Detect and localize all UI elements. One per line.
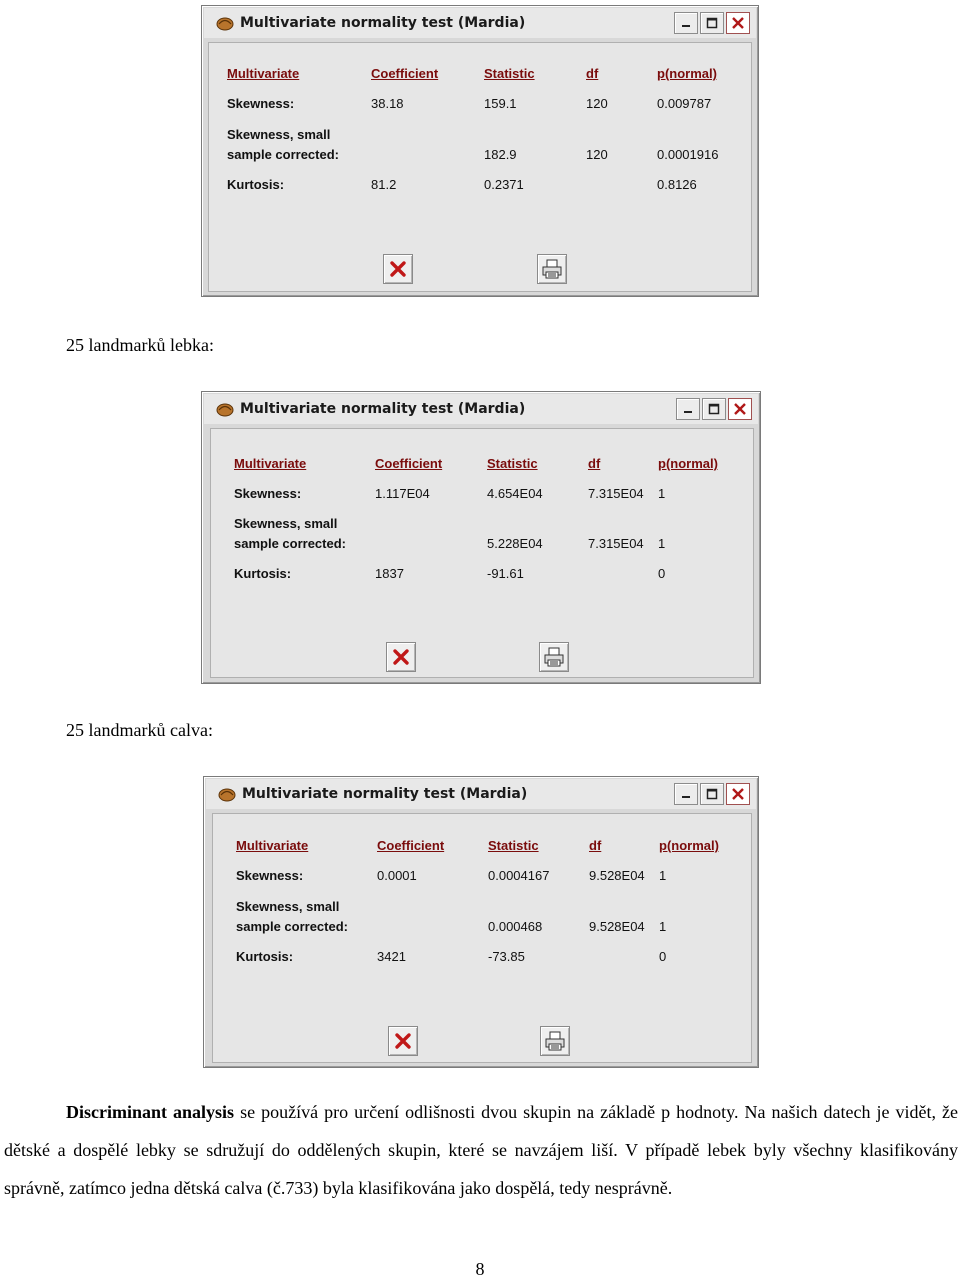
kurtosis-statistic: -73.85 xyxy=(488,949,525,964)
cancel-button[interactable] xyxy=(383,254,413,284)
close-icon xyxy=(731,787,745,801)
app-icon xyxy=(218,786,236,802)
header-p-normal[interactable]: p(normal) xyxy=(658,456,718,471)
close-button[interactable] xyxy=(726,783,750,805)
maximize-icon xyxy=(706,17,718,29)
caption-calva: 25 landmarků calva: xyxy=(66,720,213,740)
skewness-label: Skewness: xyxy=(236,868,304,883)
title-bar[interactable] xyxy=(204,8,756,38)
cancel-x-icon xyxy=(391,647,411,667)
minimize-button[interactable] xyxy=(674,783,698,805)
close-button[interactable] xyxy=(728,398,752,420)
small-sample-label-2: sample corrected: xyxy=(227,147,339,162)
small-sample-p: 0.0001916 xyxy=(657,147,719,162)
results-panel xyxy=(208,42,752,292)
close-button[interactable] xyxy=(726,12,750,34)
cancel-button[interactable] xyxy=(386,642,416,672)
minimize-icon xyxy=(682,403,694,415)
small-sample-label-1: Skewness, small xyxy=(234,516,338,531)
caption-lebka: 25 landmarků lebka: xyxy=(66,335,214,355)
maximize-button[interactable] xyxy=(702,398,726,420)
small-sample-label-1: Skewness, small xyxy=(227,127,331,142)
small-sample-df: 120 xyxy=(586,147,608,162)
close-icon xyxy=(733,402,747,416)
skewness-coefficient: 0.0001 xyxy=(377,868,417,883)
header-multivariate[interactable]: Multivariate xyxy=(227,66,300,81)
header-df[interactable]: df xyxy=(589,838,602,853)
mardia-window-2 xyxy=(201,391,761,684)
header-p-normal[interactable]: p(normal) xyxy=(657,66,717,81)
window-title: Multivariate normality test (Mardia) xyxy=(240,401,526,417)
skewness-coefficient: 1.117E04 xyxy=(375,486,430,501)
skewness-p: 0.009787 xyxy=(657,96,712,111)
header-statistic[interactable]: Statistic xyxy=(487,456,538,471)
header-multivariate[interactable]: Multivariate xyxy=(236,838,309,853)
header-coefficient[interactable]: Coefficient xyxy=(375,456,443,471)
minimize-button[interactable] xyxy=(676,398,700,420)
maximize-icon xyxy=(708,403,720,415)
app-icon xyxy=(216,15,234,31)
skewness-p: 1 xyxy=(658,486,666,501)
app-icon xyxy=(216,401,234,417)
close-icon xyxy=(731,16,745,30)
cancel-x-icon xyxy=(393,1031,413,1051)
kurtosis-label: Kurtosis: xyxy=(227,177,285,192)
header-p-normal[interactable]: p(normal) xyxy=(659,838,719,853)
kurtosis-statistic: -91.61 xyxy=(487,566,524,581)
printer-icon xyxy=(543,646,565,668)
small-sample-label-2: sample corrected: xyxy=(234,536,346,551)
skewness-df: 9.528E04 xyxy=(589,868,645,883)
header-df[interactable]: df xyxy=(588,456,601,471)
small-sample-statistic: 182.9 xyxy=(484,147,517,162)
skewness-label: Skewness: xyxy=(227,96,295,111)
small-sample-statistic: 0.000468 xyxy=(488,919,543,934)
kurtosis-p: 0 xyxy=(659,949,667,964)
kurtosis-coefficient: 81.2 xyxy=(371,177,397,192)
skewness-statistic: 0.0004167 xyxy=(488,868,550,883)
small-sample-df: 7.315E04 xyxy=(588,536,644,551)
header-statistic[interactable]: Statistic xyxy=(484,66,535,81)
maximize-icon xyxy=(706,788,718,800)
skewness-df: 7.315E04 xyxy=(588,486,644,501)
header-statistic[interactable]: Statistic xyxy=(488,838,539,853)
kurtosis-statistic: 0.2371 xyxy=(484,177,524,192)
cancel-button[interactable] xyxy=(388,1026,418,1056)
small-sample-statistic: 5.228E04 xyxy=(487,536,543,551)
kurtosis-coefficient: 3421 xyxy=(377,949,406,964)
paragraph-bold-lead: Discriminant analysis xyxy=(66,1102,235,1122)
small-sample-label-1: Skewness, small xyxy=(236,899,340,914)
print-button[interactable] xyxy=(539,642,569,672)
kurtosis-label: Kurtosis: xyxy=(236,949,294,964)
discriminant-paragraph xyxy=(4,1093,958,1207)
print-button[interactable] xyxy=(537,254,567,284)
paragraph-text: se používá pro určení odlišnosti dvou skupin na základě p hodnoty. Na našich datech je vidět, že dětské a dospělé lebky se sdružují do oddělených skupin, které se navzájem liší. V případě lebek byly všechny klasifikovány správně, zatímco jedna dětská calva (č.733) byla klasifikována jako dospělá, tedy nesprávně. xyxy=(4,1102,958,1198)
results-panel xyxy=(212,813,752,1063)
maximize-button[interactable] xyxy=(700,12,724,34)
results-panel xyxy=(210,428,754,678)
printer-icon xyxy=(544,1030,566,1052)
header-multivariate[interactable]: Multivariate xyxy=(234,456,307,471)
printer-icon xyxy=(541,258,563,280)
print-button[interactable] xyxy=(540,1026,570,1056)
title-bar[interactable] xyxy=(206,779,756,809)
title-bar[interactable] xyxy=(204,394,758,424)
skewness-label: Skewness: xyxy=(234,486,302,501)
window-title: Multivariate normality test (Mardia) xyxy=(242,786,528,802)
small-sample-p: 1 xyxy=(659,919,667,934)
header-coefficient[interactable]: Coefficient xyxy=(371,66,439,81)
kurtosis-p: 0.8126 xyxy=(657,177,697,192)
kurtosis-coefficient: 1837 xyxy=(375,566,404,581)
small-sample-p: 1 xyxy=(658,536,666,551)
page-number: 8 xyxy=(475,1259,485,1279)
mardia-window-1 xyxy=(201,5,759,297)
cancel-x-icon xyxy=(388,259,408,279)
kurtosis-label: Kurtosis: xyxy=(234,566,292,581)
skewness-coefficient: 38.18 xyxy=(371,96,404,111)
skewness-df: 120 xyxy=(586,96,608,111)
window-title: Multivariate normality test (Mardia) xyxy=(240,15,526,31)
skewness-p: 1 xyxy=(659,868,667,883)
minimize-button[interactable] xyxy=(674,12,698,34)
maximize-button[interactable] xyxy=(700,783,724,805)
small-sample-label-2: sample corrected: xyxy=(236,919,348,934)
kurtosis-p: 0 xyxy=(658,566,666,581)
mardia-window-3 xyxy=(203,776,759,1068)
minimize-icon xyxy=(680,17,692,29)
minimize-icon xyxy=(680,788,692,800)
small-sample-df: 9.528E04 xyxy=(589,919,645,934)
header-coefficient[interactable]: Coefficient xyxy=(377,838,445,853)
skewness-statistic: 4.654E04 xyxy=(487,486,543,501)
header-df[interactable]: df xyxy=(586,66,599,81)
skewness-statistic: 159.1 xyxy=(484,96,517,111)
